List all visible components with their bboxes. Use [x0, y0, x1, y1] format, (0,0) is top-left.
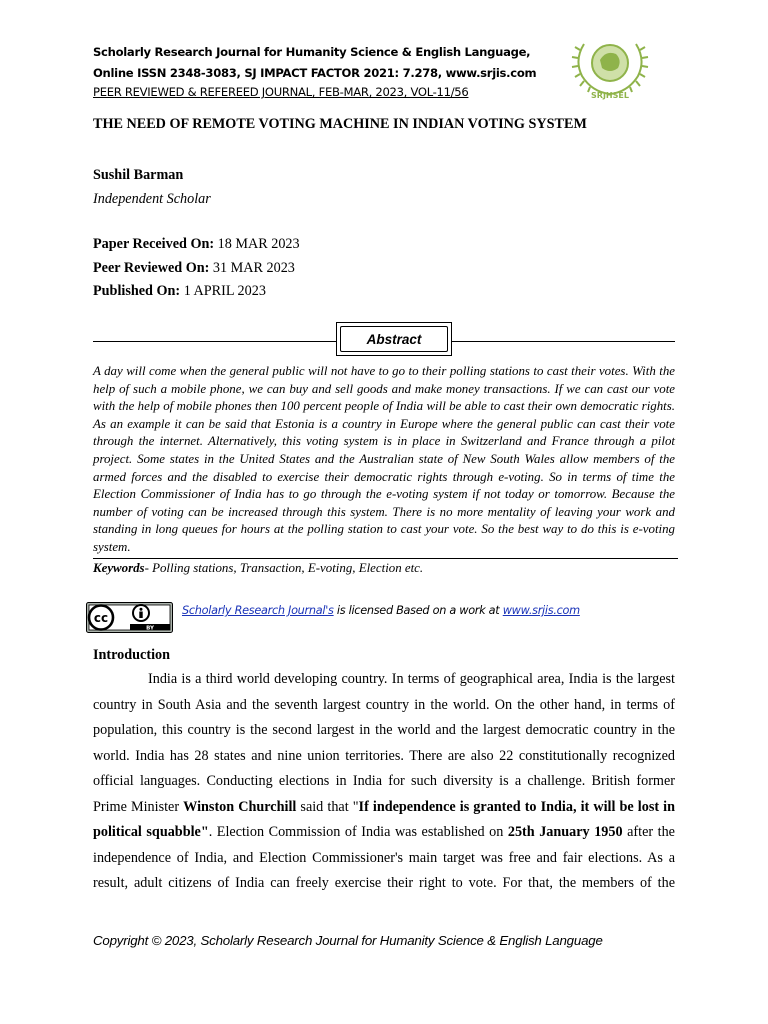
- intro-text-2: said that ": [296, 798, 359, 815]
- intro-bold-3: 25th January 1950: [507, 824, 623, 840]
- license-statement: [182, 604, 580, 617]
- intro-bold-1: Winston Churchill: [183, 798, 297, 815]
- copyright-footer: Copyright © 2023, Scholarly Research Journal for Humanity Science & English Language: [93, 933, 603, 948]
- abstract-text: A day will come when the general public will not have to go to their polling stations to cast their votes. With the help of such a mobile phone, we can buy and sell goods and make money transactions. If we can cast our vote with the help of mobile phones then 100 percent people of India will be able to cast their own democratic rights. As an example it can be said that Estonia is a country in Europe where the general public can cast their vote through the internet. Alternatively, this voting system is in place in Switzerland and France through a pilot project. Some states in the United States and the Australian state of New South Wales allow members of the armed forces and the disabled to exercise their democratic rights through e-voting. So in terms of time the Election Commissioner of India has to go through the e-voting system if not today or tomorrow. Because the number of voting can be increased through this system. There is no more mentality of leaving your work and standing in long queues for hours at the polling station to cast your vote. So the best way to do this is e-voting system.: [93, 364, 675, 554]
- logo-text: SRJHSEL: [591, 91, 629, 100]
- journal-link[interactable]: Scholarly Research Journal's: [182, 604, 334, 617]
- paper-title: THE NEED OF REMOTE VOTING MACHINE IN INDIAN VOTING SYSTEM: [93, 116, 587, 132]
- license-text: is licensed Based on a work at: [333, 604, 503, 617]
- cc-text: cc: [93, 611, 109, 625]
- cc-by-license-icon[interactable]: [86, 602, 173, 633]
- reviewed-label: Peer Reviewed On:: [93, 259, 210, 276]
- reviewed-date-line: [93, 257, 300, 281]
- abstract-heading-box: [336, 322, 452, 356]
- journal-issn: Online ISSN 2348-3083, SJ IMPACT FACTOR 2021: 7.278, www.srjis.com: [93, 66, 537, 80]
- intro-text-1: India is a third world developing country. In terms of geographical area, India is the largest country in South Asia and the seventh largest country in the world. On the other hand, in terms of population, this country is the second largest in the world and the largest democratic country in the world. India has 28 states and nine union territories. There are also 22 constitutionally recognized official languages. Conducting elections in India for such diversity is a challenge. British former Prime Minister: [93, 671, 675, 815]
- intro-text-3: . Election Commission of India was established on: [208, 824, 508, 840]
- introduction-heading: Introduction: [93, 647, 170, 663]
- reviewed-date: 31 MAR 2023: [212, 259, 295, 276]
- abstract-heading: Abstract: [340, 326, 448, 352]
- journal-logo: [570, 30, 650, 102]
- keywords-label: Keywords: [93, 561, 145, 575]
- keywords: [93, 561, 423, 576]
- published-date: 1 APRIL 2023: [183, 283, 266, 299]
- received-label: Paper Received On:: [93, 236, 215, 252]
- published-date-line: [93, 280, 300, 304]
- journal-name: Scholarly Research Journal for Humanity Science & English Language,: [93, 45, 531, 59]
- intro-bold-2: If independence is granted to India, it will be lost in political squabble": [93, 798, 676, 840]
- received-date-line: [93, 233, 300, 257]
- introduction-body: [93, 667, 675, 897]
- website-link[interactable]: www.srjis.com: [502, 604, 580, 617]
- by-text: BY: [146, 625, 154, 632]
- published-label: Published On:: [93, 283, 181, 299]
- intro-text-4: after the independence of India, and Election Commissioner's main target was free and fair elections. As a result, adult citizens of India can freely exercise their right to vote. For that, the members of the: [93, 824, 675, 891]
- paper-dates: [93, 233, 300, 304]
- journal-volume: PEER REVIEWED & REFEREED JOURNAL, FEB-MAR, 2023, VOL-11/56: [93, 85, 469, 99]
- keywords-text: - Polling stations, Transaction, E-voting, Election etc.: [144, 561, 424, 575]
- author-affiliation: Independent Scholar: [93, 191, 211, 207]
- abstract-divider-right: [452, 341, 675, 342]
- abstract-divider-left: [93, 341, 336, 342]
- author-name: Sushil Barman: [93, 167, 184, 183]
- received-date: 18 MAR 2023: [217, 236, 300, 252]
- abstract-bottom-rule: [93, 558, 678, 559]
- journal-header: [93, 42, 563, 100]
